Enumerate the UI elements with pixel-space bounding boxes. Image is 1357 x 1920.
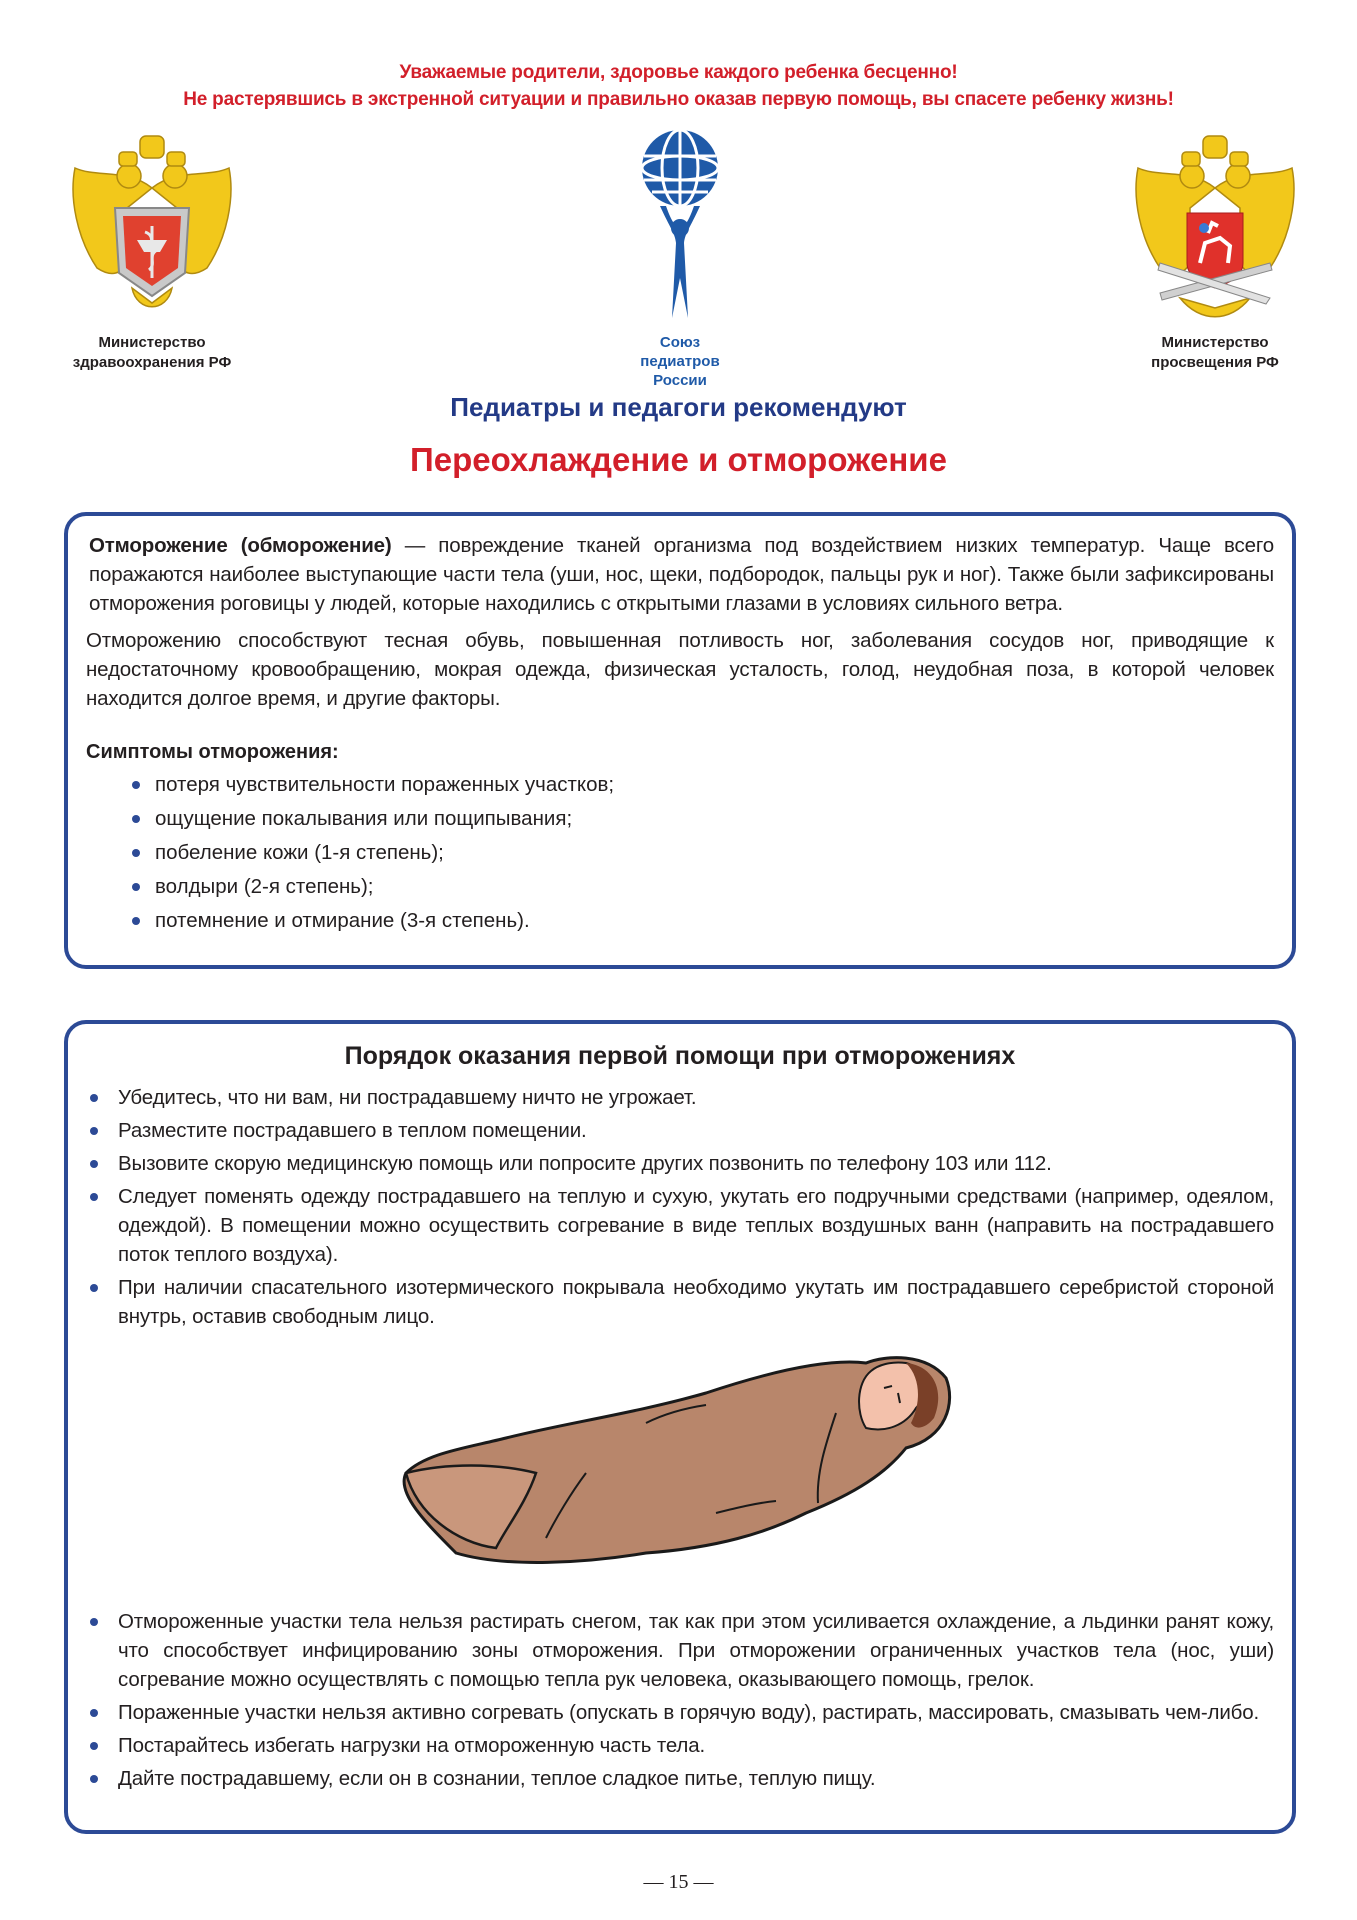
bullet-icon (90, 1094, 98, 1102)
definition-paragraph (86, 531, 1274, 618)
bullet-icon (90, 1618, 98, 1626)
symptoms-heading: Симптомы отморожения: (86, 741, 339, 763)
ministry-health-logo (52, 128, 252, 373)
list-item: Отмороженные участки тела нельзя растирать снегом, так как при этом усиливается охлаждение, а льдинки ранят кожу, что способствует инфицированию зоны отморожения. При отморожении ограниченных участков тела (нос, уши) согревание можно осуществлять с помощью тепла рук человека, оказывающего помощь, грелок. (86, 1607, 1274, 1694)
person-wrapped-in-blanket-icon (386, 1353, 986, 1583)
factors-paragraph: Отморожению способствуют тесная обувь, повышенная потливость ног, заболевания сосудов ног, приводящие к недостаточному кровообращению, мокрая одежда, физическая усталость, голод, неудобная поза, в которой человек находится долгое время, и другие факторы. (86, 629, 1274, 710)
page-number: — 15 — (643, 1871, 714, 1893)
eagle-st-george-emblem-icon (1120, 128, 1310, 328)
pediatricians-union-logo (620, 128, 740, 390)
bullet-icon (90, 1742, 98, 1750)
list-item: Следует поменять одежду пострадавшего на теплую и сухую, укутать его подручными средствами (например, одеялом, одеждой). В помещении можно осуществить согревание в виде теплых воздушных ванн (направить на пострадавшего поток теплого воздуха). (86, 1182, 1274, 1269)
symptoms-list (86, 768, 1274, 938)
list-item: При наличии спасательного изотермического покрывала необходимо укутать им пострадавшего серебристой стороной внутрь, оставив свободным лицо. (86, 1273, 1274, 1331)
globe-figure-icon (630, 128, 730, 328)
appeal-line-1: Уважаемые родители, здоровье каждого ребенка бесценно! (399, 62, 958, 83)
definition-text: — повреждение тканей организма под воздействием низких температур. Чаще всего поражаются наиболее выступающие части тела (уши, нос, щеки, подбородок, пальцы рук и ног). Также были зафиксированы отморожения роговицы у людей, которые находились с открытыми глазами в условиях сильного ветра. (89, 534, 1275, 615)
ministry-health-caption-2: здравоохранения РФ (72, 354, 232, 371)
bullet-icon (90, 1284, 98, 1292)
bullet-icon (90, 1193, 98, 1201)
list-item: Вызовите скорую медицинскую помощь или попросите других позвонить по телефону 103 или 112. (86, 1149, 1274, 1178)
bullet-icon (132, 849, 140, 857)
list-item: потемнение и отмирание (3-я степень). (132, 904, 1274, 938)
union-caption-3: России (653, 372, 707, 389)
bullet-icon (90, 1127, 98, 1135)
first-aid-steps-before (86, 1083, 1274, 1331)
first-aid-steps-after (86, 1607, 1274, 1793)
bullet-icon (132, 917, 140, 925)
page-title: Переохлаждение и отморожение (410, 441, 947, 478)
ministry-education-caption-2: просвещения РФ (1151, 354, 1279, 371)
list-item: побеление кожи (1-я степень); (132, 836, 1274, 870)
list-item: ощущение покалывания или пощипывания; (132, 802, 1274, 836)
bullet-icon (90, 1775, 98, 1783)
union-caption-1: Союз (659, 334, 701, 351)
appeal-line-2: Не растерявшись в экстренной ситуации и правильно оказав первую помощь, вы спасете ребенку жизнь! (183, 89, 1174, 110)
ministry-education-caption-1: Министерство (1161, 334, 1269, 351)
bullet-icon (132, 781, 140, 789)
bullet-icon (132, 815, 140, 823)
list-item: Дайте пострадавшему, если он в сознании, теплое сладкое питье, теплую пищу. (86, 1764, 1274, 1793)
list-item: Постарайтесь избегать нагрузки на отмороженную часть тела. (86, 1731, 1274, 1760)
first-aid-box (64, 1020, 1296, 1834)
ministry-health-caption-1: Министерство (98, 334, 206, 351)
eagle-caduceus-emblem-icon (57, 128, 247, 328)
definition-term: Отморожение (обморожение) (89, 534, 392, 557)
list-item: волдыри (2-я степень); (132, 870, 1274, 904)
bullet-icon (90, 1709, 98, 1717)
bullet-icon (90, 1160, 98, 1168)
recommend-subtitle: Педиатры и педагоги рекомендуют (450, 392, 907, 422)
list-item: Пораженные участки нельзя активно согревать (опускать в горячую воду), растирать, массировать, смазывать чем-либо. (86, 1698, 1274, 1727)
bullet-icon (132, 883, 140, 891)
ministry-education-logo (1115, 128, 1315, 373)
first-aid-heading: Порядок оказания первой помощи при отморожениях (344, 1042, 1016, 1070)
list-item: Разместите пострадавшего в теплом помещении. (86, 1116, 1274, 1145)
list-item: Убедитесь, что ни вам, ни пострадавшему ничто не угрожает. (86, 1083, 1274, 1112)
union-caption-2: педиатров (640, 353, 720, 370)
list-item: потеря чувствительности пораженных участков; (132, 768, 1274, 802)
definition-box (64, 512, 1296, 969)
blanket-illustration (86, 1353, 1274, 1591)
